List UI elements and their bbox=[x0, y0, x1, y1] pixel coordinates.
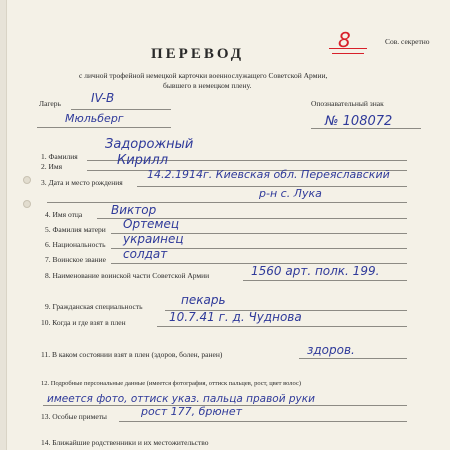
field-unit-value: 1560 арт. полк. 199. bbox=[251, 264, 380, 278]
field-nationality-label: 6. Национальность bbox=[45, 240, 106, 249]
field-rank-label: 7. Воинское звание bbox=[45, 255, 107, 264]
field-birth-value-2: р-н с. Лука bbox=[259, 187, 322, 200]
punch-hole bbox=[23, 200, 31, 208]
field-mother-label: 5. Фамилия матери bbox=[45, 225, 106, 234]
red-underline bbox=[329, 48, 367, 49]
field-marks-value: рост 177, брюнет bbox=[141, 405, 243, 418]
field-name-value: Кирилл bbox=[117, 153, 168, 168]
id-tag-line bbox=[311, 128, 421, 129]
field-profession-label: 9. Гражданская специальность bbox=[45, 302, 143, 311]
field-capture-value: 10.7.41 г. д. Чуднова bbox=[169, 310, 302, 324]
field-rank-value: солдат bbox=[123, 247, 168, 261]
field-mother-value: Ортемец bbox=[123, 217, 180, 231]
field-line bbox=[157, 326, 407, 327]
field-nationality-value: украинец bbox=[123, 232, 184, 246]
field-capture-label: 10. Когда и где взят в плен bbox=[41, 318, 126, 327]
field-unit-label: 8. Наименование воинской части Советской Армии bbox=[45, 271, 210, 280]
camp-name: Мюльберг bbox=[65, 112, 124, 125]
id-tag-number: № 108072 bbox=[325, 114, 393, 129]
field-personal-data-label: 12. Подробные персональные данные (имеется фотография, оттиск пальцев, рост, цвет волос) bbox=[41, 380, 301, 387]
red-underline bbox=[332, 53, 364, 54]
field-line bbox=[243, 280, 407, 281]
field-line bbox=[119, 421, 407, 422]
field-profession-value: пекарь bbox=[181, 293, 226, 307]
field-condition-value: здоров. bbox=[307, 343, 355, 357]
subtitle-line-2: бывшего в немецком плену. bbox=[163, 81, 252, 90]
camp-label: Лагерь bbox=[39, 99, 61, 108]
camp-number: IV-B bbox=[91, 91, 115, 105]
field-name-label: 2. Имя bbox=[41, 162, 63, 171]
field-line bbox=[299, 358, 407, 359]
field-personal-data-value: имеется фото, оттиск указ. пальца правой руки bbox=[47, 393, 315, 405]
page-title: ПЕРЕВОД bbox=[151, 46, 245, 62]
field-father-label: 4. Имя отца bbox=[45, 210, 83, 219]
sheet-number: 8 bbox=[338, 28, 351, 52]
camp-line-2 bbox=[37, 127, 171, 128]
field-surname-value: Задорожный bbox=[105, 137, 194, 152]
field-surname-label: 1. Фамилия bbox=[41, 152, 78, 161]
field-relatives-label: 14. Ближайшие родственники и их местожительство bbox=[41, 438, 209, 447]
field-line bbox=[47, 202, 407, 203]
field-condition-label: 11. В каком состоянии взят в плен (здоров, болен, ранен) bbox=[41, 350, 223, 359]
camp-line bbox=[71, 109, 171, 110]
classification-stamp: Сов. секретно bbox=[385, 37, 430, 46]
subtitle-line-1: с личной трофейной немецкой карточки военнослужащего Советской Армии, bbox=[79, 71, 328, 80]
punch-hole bbox=[23, 176, 31, 184]
field-marks-label: 13. Особые приметы bbox=[41, 412, 107, 421]
field-father-value: Виктор bbox=[111, 203, 157, 217]
id-tag-label: Опознавательный знак bbox=[311, 99, 384, 108]
document-sheet bbox=[6, 0, 450, 450]
field-birth-label: 3. Дата и место рождения bbox=[41, 178, 123, 187]
field-birth-value-1: 14.2.1914г. Киевская обл. Переяславский bbox=[147, 168, 390, 181]
